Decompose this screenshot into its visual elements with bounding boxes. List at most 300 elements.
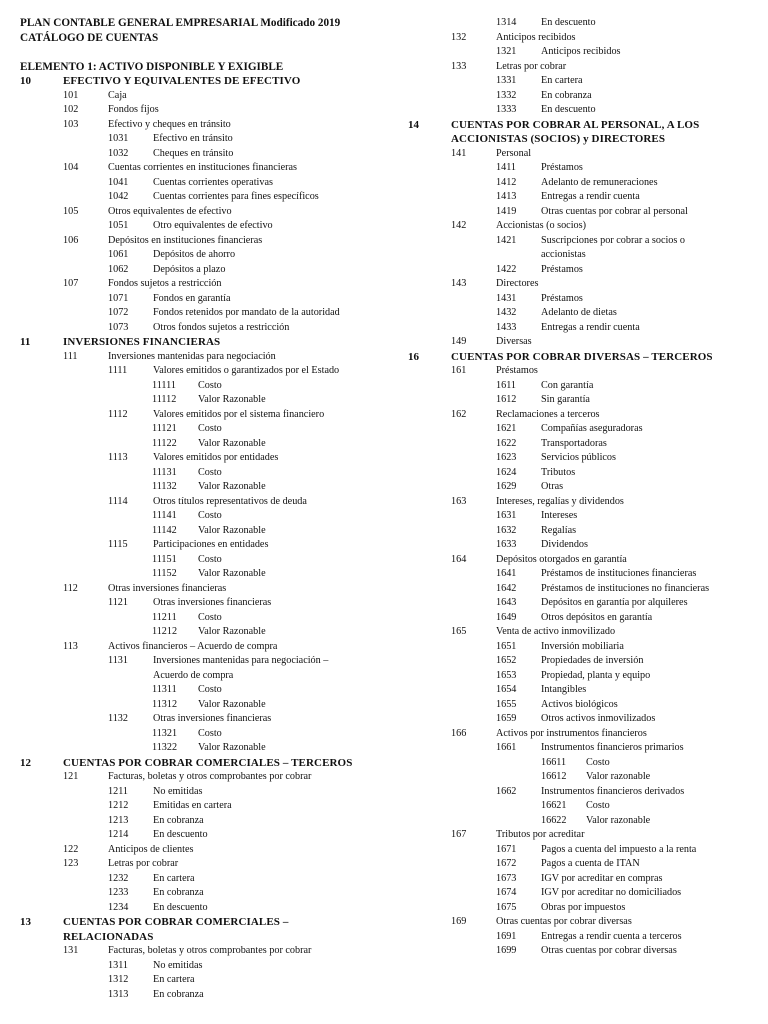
account-name: Instrumentos financieros derivados xyxy=(541,785,685,797)
account-code: 1113 xyxy=(108,452,128,463)
account-code: 11151 xyxy=(152,553,177,565)
account-row xyxy=(20,277,388,292)
account-group-row xyxy=(20,74,388,89)
account-row xyxy=(20,872,388,887)
account-row xyxy=(20,263,388,278)
account-code: 1643 xyxy=(496,597,517,608)
account-row xyxy=(20,654,388,669)
account-name: Acuerdo de compra xyxy=(153,669,234,681)
account-name: Valor Razonable xyxy=(198,437,266,449)
account-name: Valores emitidos o garantizados por el Estado xyxy=(153,365,340,376)
account-name: CATÁLOGO DE CUENTAS xyxy=(20,31,159,44)
account-row xyxy=(408,596,760,611)
account-code: 13 xyxy=(20,916,31,928)
account-code: 111 xyxy=(63,350,78,362)
account-name: Otras inversiones financieras xyxy=(153,713,272,724)
account-name: Costo xyxy=(198,379,222,391)
account-code: 1312 xyxy=(108,974,129,985)
account-row xyxy=(408,944,760,959)
account-row xyxy=(20,480,388,495)
account-name: Reclamaciones a terceros xyxy=(496,408,600,420)
account-code: 1331 xyxy=(496,75,517,86)
account-name: Cheques en tránsito xyxy=(153,147,234,159)
account-code: 1332 xyxy=(496,89,517,101)
account-row xyxy=(408,321,760,336)
account-name: Caja xyxy=(108,89,127,101)
account-code: 1232 xyxy=(108,872,129,884)
account-row xyxy=(408,234,760,249)
account-row xyxy=(20,219,388,234)
account-name: En cartera xyxy=(541,75,583,86)
account-name: Valor Razonable xyxy=(198,742,266,753)
account-code: 1672 xyxy=(496,858,517,869)
account-name: Anticipos recibidos xyxy=(541,46,621,57)
account-code: 142 xyxy=(451,220,467,231)
account-name: Participaciones en entidades xyxy=(153,539,269,550)
account-code: 1062 xyxy=(108,263,129,275)
account-row xyxy=(20,350,388,365)
account-row xyxy=(408,683,760,698)
account-name: Valores emitidos por entidades xyxy=(153,452,279,463)
account-name: Otras xyxy=(541,481,564,492)
account-name: EFECTIVO Y EQUIVALENTES DE EFECTIVO xyxy=(63,75,301,87)
account-code: 1051 xyxy=(108,220,129,231)
account-code: 11152 xyxy=(152,568,177,579)
account-row xyxy=(408,799,760,814)
account-code: 1655 xyxy=(496,698,517,710)
account-code: 1412 xyxy=(496,176,517,188)
account-name: Cuentas corrientes operativas xyxy=(153,176,273,188)
account-row xyxy=(20,669,388,684)
account-row xyxy=(408,103,760,118)
account-name: Valor razonable xyxy=(586,771,651,782)
account-name: En cobranza xyxy=(153,887,204,898)
account-name: Inversiones mantenidas para negociación xyxy=(108,350,276,362)
account-name: Costo xyxy=(198,466,222,478)
account-code: 1042 xyxy=(108,191,129,202)
account-row xyxy=(408,857,760,872)
account-name: Inversiones mantenidas para negociación – xyxy=(153,655,329,666)
account-row xyxy=(408,45,760,60)
account-code: 162 xyxy=(451,408,467,420)
account-name: Préstamos de instituciones no financieras xyxy=(541,582,710,594)
account-name: Anticipos recibidos xyxy=(496,31,576,43)
account-row xyxy=(408,828,760,843)
account-name: Activos biológicos xyxy=(541,698,618,710)
account-code: 1411 xyxy=(496,162,516,173)
account-row xyxy=(20,727,388,742)
account-row xyxy=(408,74,760,89)
account-row xyxy=(408,147,760,162)
account-code: 1624 xyxy=(496,466,517,478)
account-row xyxy=(20,176,388,191)
account-code: 1311 xyxy=(108,959,128,971)
account-code: 1214 xyxy=(108,829,129,840)
account-row xyxy=(20,190,388,205)
account-code: 1234 xyxy=(108,901,129,913)
account-code: 1115 xyxy=(108,539,128,550)
account-name: Valor Razonable xyxy=(198,568,266,579)
account-code: 1072 xyxy=(108,307,129,318)
account-row xyxy=(408,741,760,756)
account-name: INVERSIONES FINANCIERAS xyxy=(63,336,221,348)
account-code: 11121 xyxy=(152,423,177,434)
account-name: Propiedades de inversión xyxy=(541,655,644,666)
account-code: 112 xyxy=(63,582,78,594)
account-row xyxy=(20,321,388,336)
account-row xyxy=(20,422,388,437)
account-code: 163 xyxy=(451,495,467,507)
account-row xyxy=(408,886,760,901)
account-code: 1629 xyxy=(496,481,517,492)
account-name: En cobranza xyxy=(541,89,592,101)
account-name: Efectivo en tránsito xyxy=(153,133,233,144)
account-row xyxy=(408,219,760,234)
account-code: 11142 xyxy=(152,524,177,536)
account-name: Accionistas (o socios) xyxy=(496,220,586,231)
account-name: Costo xyxy=(198,553,222,565)
account-row xyxy=(408,930,760,945)
account-name: Pagos a cuenta del impuesto a la renta xyxy=(541,843,697,855)
account-row xyxy=(408,712,760,727)
account-row xyxy=(20,393,388,408)
account-group-row xyxy=(408,118,760,133)
account-row xyxy=(20,103,388,118)
account-name: Fondos retenidos por mandato de la autoridad xyxy=(153,307,340,318)
account-code: 121 xyxy=(63,771,79,782)
account-name: Pagos a cuenta de ITAN xyxy=(541,858,640,869)
account-row xyxy=(408,190,760,205)
account-row xyxy=(408,625,760,640)
account-row xyxy=(408,915,760,930)
account-code: 1633 xyxy=(496,539,517,550)
account-code: 11322 xyxy=(152,742,178,753)
account-name: Valor razonable xyxy=(586,814,651,826)
account-name: En descuento xyxy=(541,17,596,28)
account-name: Intangibles xyxy=(541,684,587,695)
account-code: 1671 xyxy=(496,843,517,855)
account-name: Otras inversiones financieras xyxy=(153,597,272,608)
account-name: Otras cuentas por cobrar diversas xyxy=(541,945,677,956)
account-name: Instrumentos financieros primarios xyxy=(541,742,684,753)
account-code: 11141 xyxy=(152,510,177,521)
account-code: 101 xyxy=(63,89,79,101)
account-row xyxy=(408,567,760,582)
account-name: Efectivo y cheques en tránsito xyxy=(108,118,231,130)
account-name: Emitidas en cartera xyxy=(153,800,232,811)
account-code: 1114 xyxy=(108,495,128,507)
account-row xyxy=(20,205,388,220)
account-name: Préstamos de instituciones financieras xyxy=(541,568,697,579)
account-row xyxy=(20,567,388,582)
account-code: 1649 xyxy=(496,611,517,623)
account-name: CUENTAS POR COBRAR COMERCIALES – xyxy=(63,916,289,928)
account-code: 1612 xyxy=(496,394,517,405)
account-name: Costo xyxy=(198,510,222,521)
account-row xyxy=(408,727,760,742)
account-code: 11212 xyxy=(152,626,178,637)
account-name: Letras por cobrar xyxy=(496,60,567,72)
account-row xyxy=(408,393,760,408)
account-name: ELEMENTO 1: ACTIVO DISPONIBLE Y EXIGIBLE xyxy=(20,60,284,73)
account-code: 1413 xyxy=(496,191,517,202)
account-row xyxy=(20,553,388,568)
account-row xyxy=(408,582,760,597)
account-code: 11132 xyxy=(152,481,177,492)
account-code: 1653 xyxy=(496,669,517,681)
account-code: 1431 xyxy=(496,292,517,304)
account-code: 1642 xyxy=(496,582,517,594)
account-name: Tributos xyxy=(541,466,576,478)
account-name: Otras cuentas por cobrar al personal xyxy=(541,205,688,217)
account-row xyxy=(20,408,388,423)
account-code: 1622 xyxy=(496,437,517,449)
account-name: accionistas xyxy=(541,249,586,260)
account-name: Otros activos inmovilizados xyxy=(541,713,656,724)
account-row xyxy=(20,437,388,452)
account-row xyxy=(408,553,760,568)
account-code: 164 xyxy=(451,553,467,565)
account-name: Fondos sujetos a restricción xyxy=(108,278,222,289)
account-name: Sin garantía xyxy=(541,394,590,405)
account-code: 1641 xyxy=(496,568,517,579)
account-row xyxy=(20,118,388,133)
account-name: Facturas, boletas y otros comprobantes por cobrar xyxy=(108,945,312,956)
account-code: 1313 xyxy=(108,988,129,1000)
account-row xyxy=(20,698,388,713)
account-name: Facturas, boletas y otros comprobantes por cobrar xyxy=(108,771,312,782)
account-name: En cobranza xyxy=(153,988,204,1000)
account-row xyxy=(408,466,760,481)
account-row xyxy=(20,973,388,988)
account-name: Préstamos xyxy=(541,162,583,173)
account-row xyxy=(408,756,760,771)
account-code: 16622 xyxy=(541,814,567,826)
account-name: Dividendos xyxy=(541,539,588,550)
heading-line xyxy=(20,16,388,31)
account-name: Con garantía xyxy=(541,379,594,391)
account-name: Venta de activo inmovilizado xyxy=(496,626,616,637)
account-row xyxy=(408,364,760,379)
account-row xyxy=(20,132,388,147)
account-row xyxy=(20,292,388,307)
account-name: En descuento xyxy=(541,104,596,115)
account-code: 1421 xyxy=(496,234,517,246)
account-row xyxy=(20,712,388,727)
account-code: 1121 xyxy=(108,597,128,608)
account-code: 1041 xyxy=(108,176,129,188)
account-row xyxy=(20,509,388,524)
account-name: Otro equivalentes de efectivo xyxy=(153,220,273,231)
heading-line xyxy=(20,60,388,75)
account-row xyxy=(408,248,760,263)
account-row xyxy=(20,147,388,162)
account-row xyxy=(408,640,760,655)
account-code: 1073 xyxy=(108,321,129,333)
account-row xyxy=(20,640,388,655)
account-row xyxy=(408,306,760,321)
account-row xyxy=(20,495,388,510)
account-name: CUENTAS POR COBRAR AL PERSONAL, A LOS xyxy=(451,118,700,131)
account-code: 104 xyxy=(63,162,79,173)
account-row xyxy=(408,408,760,423)
account-row xyxy=(20,538,388,553)
account-code: 1623 xyxy=(496,452,517,463)
account-code: 11211 xyxy=(152,611,177,623)
account-row xyxy=(20,857,388,872)
account-code: 169 xyxy=(451,916,467,927)
account-name: CUENTAS POR COBRAR COMERCIALES – TERCEROS xyxy=(63,756,353,769)
account-name: Valores emitidos por el sistema financiero xyxy=(153,408,325,420)
account-name: Entregas a rendir cuenta xyxy=(541,191,640,202)
account-name: Depósitos en garantía por alquileres xyxy=(541,597,688,608)
account-code: 1213 xyxy=(108,814,129,826)
account-name: Préstamos xyxy=(541,292,583,304)
account-row xyxy=(20,770,388,785)
account-name: Valor Razonable xyxy=(198,394,266,405)
account-name: Tributos por acreditar xyxy=(496,829,585,840)
account-name: Entregas a rendir cuenta a terceros xyxy=(541,930,682,942)
account-code: 131 xyxy=(63,945,79,956)
account-code: 132 xyxy=(451,31,467,43)
account-row xyxy=(408,335,760,350)
account-code: 16611 xyxy=(541,756,567,768)
account-code: 1131 xyxy=(108,655,128,666)
account-code: 1675 xyxy=(496,901,517,913)
account-name: Inversión mobiliaria xyxy=(541,640,624,652)
account-row xyxy=(408,509,760,524)
account-name: Propiedad, planta y equipo xyxy=(541,669,651,681)
account-group-row xyxy=(20,930,388,945)
account-row xyxy=(408,698,760,713)
account-row xyxy=(20,379,388,394)
account-name: Activos financieros – Acuerdo de compra xyxy=(108,640,278,652)
account-code: 11111 xyxy=(152,379,176,391)
account-name: Compañías aseguradoras xyxy=(541,423,643,434)
account-row xyxy=(408,524,760,539)
heading-line xyxy=(20,31,388,46)
account-code: 1651 xyxy=(496,640,517,652)
account-name: Préstamos xyxy=(496,365,538,376)
account-row xyxy=(408,495,760,510)
account-name: Personal xyxy=(496,147,532,159)
account-code: 16612 xyxy=(541,771,567,782)
account-name: Costo xyxy=(198,727,222,739)
account-row xyxy=(20,944,388,959)
account-name: Préstamos xyxy=(541,263,583,275)
account-name: En cobranza xyxy=(153,814,204,826)
account-row xyxy=(408,538,760,553)
account-name: IGV por acreditar en compras xyxy=(541,872,663,884)
account-name: Valor Razonable xyxy=(198,698,266,710)
account-row xyxy=(20,451,388,466)
account-group-row xyxy=(20,915,388,930)
account-code: 166 xyxy=(451,727,467,739)
account-code: 1132 xyxy=(108,713,128,724)
account-code: 167 xyxy=(451,829,467,840)
account-code: 113 xyxy=(63,640,78,652)
account-name: Otras cuentas por cobrar diversas xyxy=(496,916,632,927)
account-row xyxy=(20,901,388,916)
account-code: 102 xyxy=(63,104,79,115)
account-row xyxy=(20,625,388,640)
account-code: 1112 xyxy=(108,408,128,420)
account-code: 107 xyxy=(63,278,79,289)
account-code: 11131 xyxy=(152,466,177,478)
account-code: 1632 xyxy=(496,524,517,536)
account-row xyxy=(408,422,760,437)
account-row xyxy=(408,843,760,858)
account-code: 1611 xyxy=(496,379,516,391)
account-row xyxy=(408,263,760,278)
account-row xyxy=(20,988,388,1003)
account-code: 1233 xyxy=(108,887,129,898)
account-row xyxy=(20,886,388,901)
account-code: 161 xyxy=(451,365,467,376)
account-code: 1333 xyxy=(496,104,517,115)
account-name: Letras por cobrar xyxy=(108,858,179,869)
account-row xyxy=(408,901,760,916)
account-row xyxy=(408,669,760,684)
account-code: 11312 xyxy=(152,698,178,710)
account-group-row xyxy=(20,335,388,350)
account-name: Costo xyxy=(586,800,610,811)
account-row xyxy=(408,277,760,292)
account-row xyxy=(408,31,760,46)
account-name: Adelanto de dietas xyxy=(541,307,617,318)
account-name: Costo xyxy=(198,611,222,623)
account-name: Otros fondos sujetos a restricción xyxy=(153,321,290,333)
account-row xyxy=(20,161,388,176)
account-name: Activos por instrumentos financieros xyxy=(496,727,647,739)
account-code: 1699 xyxy=(496,945,517,956)
account-row xyxy=(408,785,760,800)
account-code: 1061 xyxy=(108,249,129,260)
account-row xyxy=(20,524,388,539)
account-code: 1654 xyxy=(496,684,517,695)
account-name: No emitidas xyxy=(153,785,203,797)
account-name: Intereses xyxy=(541,510,578,521)
account-name: Adelanto de remuneraciones xyxy=(541,176,658,188)
account-row xyxy=(20,741,388,756)
account-name: ACCIONISTAS (SOCIOS) y DIRECTORES xyxy=(451,133,666,145)
account-code: 1662 xyxy=(496,785,517,797)
account-code: 10 xyxy=(20,75,31,87)
account-name: Regalías xyxy=(541,524,577,536)
account-code: 122 xyxy=(63,843,79,855)
account-row xyxy=(20,611,388,626)
account-group-row xyxy=(20,756,388,771)
account-code: 11112 xyxy=(152,394,177,405)
account-name: Directores xyxy=(496,278,539,289)
account-name: Entregas a rendir cuenta xyxy=(541,321,640,333)
account-row xyxy=(408,89,760,104)
account-row xyxy=(20,89,388,104)
account-name: En descuento xyxy=(153,901,208,913)
account-code: 1031 xyxy=(108,133,129,144)
account-code: 1674 xyxy=(496,887,517,898)
account-code: 1032 xyxy=(108,147,129,159)
account-code: 1691 xyxy=(496,930,517,942)
account-code: 1071 xyxy=(108,292,129,304)
account-row xyxy=(408,654,760,669)
account-code: 16 xyxy=(408,350,419,363)
account-name: PLAN CONTABLE GENERAL EMPRESARIAL Modificado 2019 xyxy=(20,17,341,29)
account-code: 1659 xyxy=(496,713,517,724)
account-row xyxy=(408,379,760,394)
account-name: CUENTAS POR COBRAR DIVERSAS – TERCEROS xyxy=(451,350,713,363)
account-row xyxy=(408,292,760,307)
